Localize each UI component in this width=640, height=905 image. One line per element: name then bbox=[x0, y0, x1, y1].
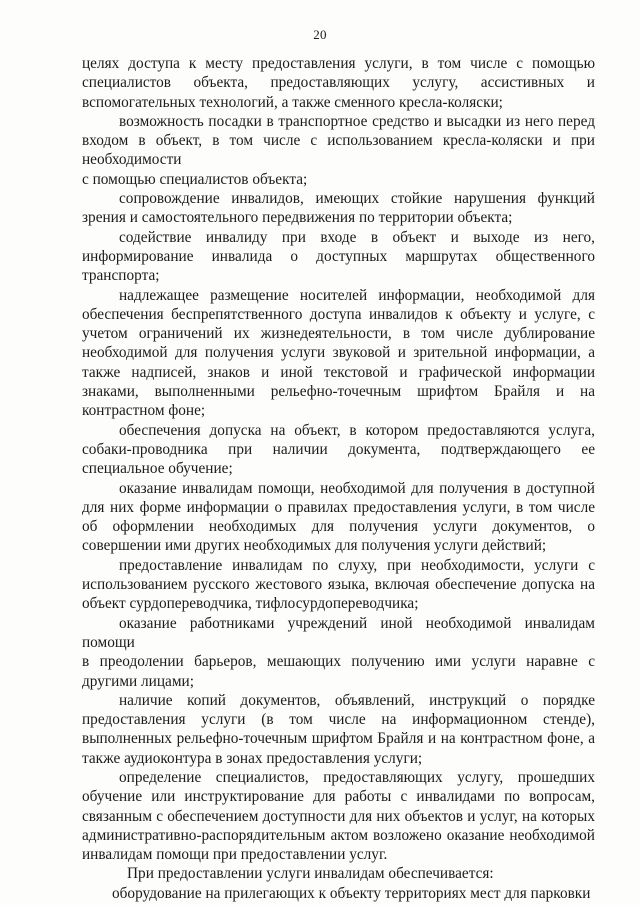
paragraph: возможность посадки в транспортное средство и высадки из него перед входом в объект, в том числе с использованием кресла-коляски и при необходимости bbox=[82, 112, 595, 169]
paragraph: При предоставлении услуги инвалидам обеспечивается: bbox=[127, 865, 494, 883]
page-number: 20 bbox=[313, 27, 327, 42]
paragraph: определение специалистов, предоставляющих услугу, прошедших обучение или инструктирование для работы с инвалидами по вопросам, связанным с обеспечением доступности для них объектов и услуг, на которых административно-распорядительным актом возложено оказание необходимой инвалидам помощи при предоставлении услуг. bbox=[82, 768, 595, 864]
paragraph: оказание работниками учреждений иной необходимой инвалидам помощи bbox=[82, 614, 595, 651]
paragraph: надлежащее размещение носителей информации, необходимой для обеспечения беспрепятственного доступа инвалидов к объекту и услуге, с учетом ограничений их жизнедеятельности, в том числе дублирование необходимой для получения услуги звуковой и зрительной информации, а также надписей, знаков и иной текстовой и графической информации знаками, выполненными рельефно-точечным шрифтом Брайля и на контрастном фоне; bbox=[82, 286, 595, 420]
paragraph: наличие копий документов, объявлений, инструкций о порядке предоставления услуги (в том числе на информационном стенде), выполненных рельефно-точечным шрифтом Брайля и на контрастном фоне, а также аудиоконтура в зонах предоставления услуги; bbox=[82, 691, 595, 767]
paragraph: содействие инвалиду при входе в объект и выходе из него, информирование инвалида о доступных маршрутах общественного транспорта; bbox=[82, 228, 595, 285]
paragraph: целях доступа к месту предоставления услуги, в том числе с помощью специалистов объекта, предоставляющих услугу, ассистивных и вспомогательных технологий, а также сменного кресла-коляски; bbox=[82, 55, 595, 111]
paragraph: сопровождение инвалидов, имеющих стойкие нарушения функций зрения и самостоятельного передвижения по территории объекта; bbox=[82, 190, 595, 227]
paragraph: предоставление инвалидам по слуху, при необходимости, услуги с использованием русского жестового языка, включая обеспечение допуска на объект сурдопереводчика, тифлосурдопереводчика; bbox=[82, 556, 595, 613]
paragraph: обеспечения допуска на объект, в котором предоставляются услуга, собаки-проводника при наличии документа, подтверждающего ее специальное обучение; bbox=[82, 421, 595, 478]
paragraph: с помощью специалистов объекта; bbox=[82, 170, 308, 188]
document-body bbox=[82, 54, 595, 903]
paragraph: в преодолении барьеров, мешающих получению ими услуги наравне с другими лицами; bbox=[82, 653, 595, 690]
paragraph: оказание инвалидам помощи, необходимой для получения в доступной для них форме информации о правилах предоставления услуги, в том числе об оформлении необходимых для получения услуги документов, о совершении ими других необходимых для получения услуги действий; bbox=[82, 479, 595, 555]
paragraph: оборудование на прилегающих к объекту территориях мест для парковки bbox=[112, 884, 591, 902]
